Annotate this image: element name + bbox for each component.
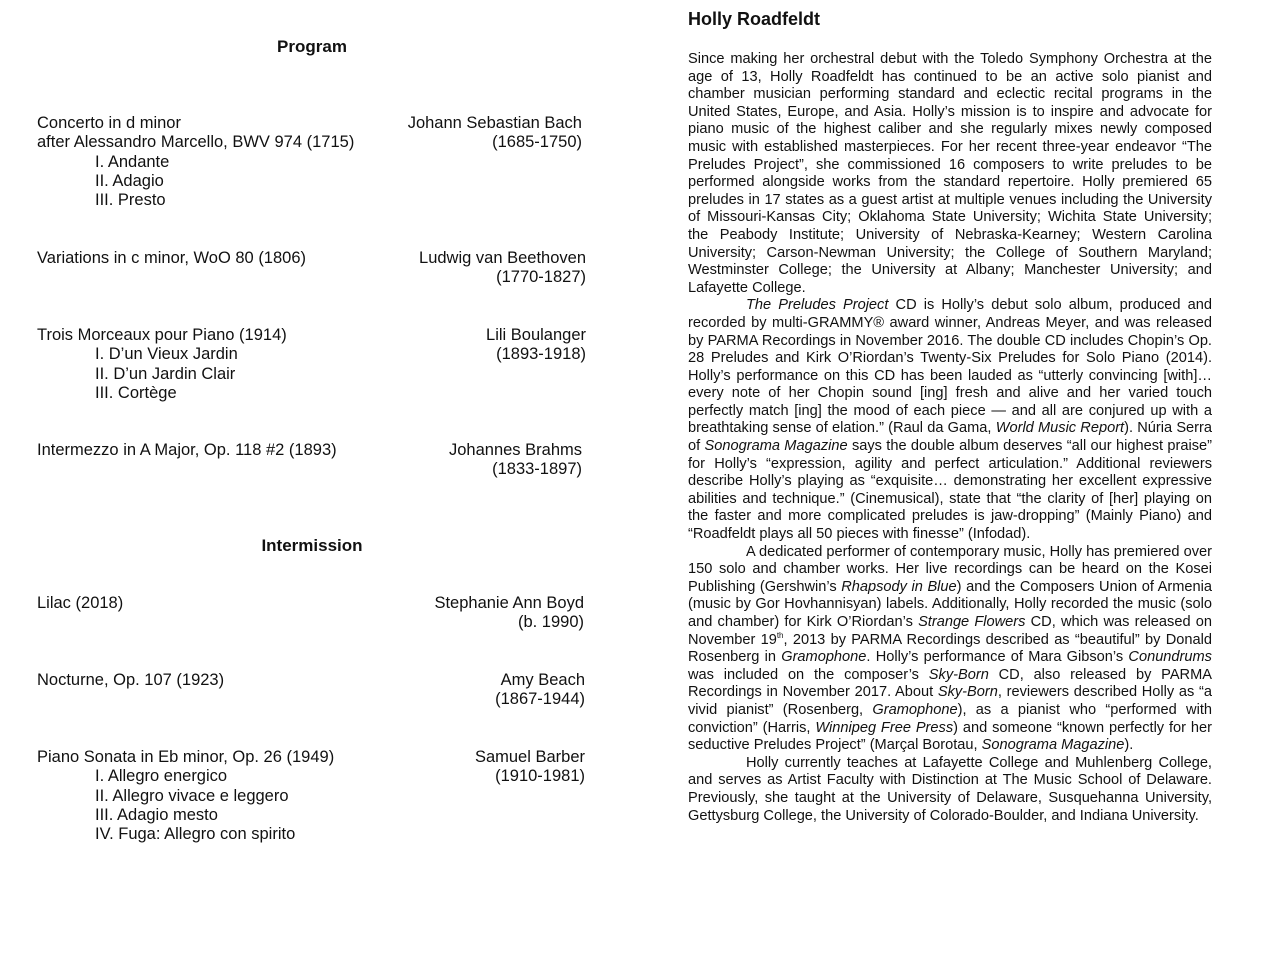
piece-title: Intermezzo in A Major, Op. 118 #2 (1893) xyxy=(37,441,337,459)
text-run: CD is Holly’s debut solo album, produced and recorded by multi-GRAMMY® award winner, Andreas Meyer, and was released by PARMA Recordings in November 2016. The double CD includes Chopin’s Op. 28 Preludes and Kirk O’Riordan’s Twenty-Six Preludes for Solo Piano (2014). Holly’s performance on this CD has been lauded as “utterly convincing [with]…every note of her Chopin sound [ing] fresh and alive and her varied touch perfectly match [ing] the mood of each piece — and all are conjured up with a breathtaking sense of elation.” (Raul da Gama, xyxy=(688,297,1212,437)
bio-paragraph xyxy=(688,544,1212,755)
composer-dates: (1770-1827) xyxy=(496,268,586,287)
bio-title: Holly Roadfeldt xyxy=(688,9,821,29)
composer-dates: (1867-1944) xyxy=(495,690,585,709)
piece-title: Nocturne, Op. 107 (1923) xyxy=(37,671,225,689)
superscript: th xyxy=(776,630,784,640)
composer-name: Lili Boulanger xyxy=(486,326,586,344)
text-run: , reviewers described Holly as “a vivid pianist” (Rosenberg, xyxy=(688,684,1212,718)
piece-title: Concerto in d minor xyxy=(37,114,181,132)
program-piece xyxy=(37,441,597,479)
piece-subtitle: after Alessandro Marcello, BWV 974 (1715) xyxy=(37,133,355,152)
composer-credit xyxy=(495,671,585,710)
bio-paragraph: Since making her orchestral debut with the Toledo Symphony Orchestra at the age of 13, Holly Roadfeldt has continued to be an active solo pianist and chamber musician performing standard and eclectic recital programs in the United States, Europe, and Asia. Holly’s mission is to inspire and advocate for piano music of the highest caliber and she regularly mixes newly composed music with established masterpieces. For her recent three-year endeavor “The Preludes Project”, she commissioned 16 composers to write preludes to be performed alongside works from the standard repertoire. Holly premiered 65 preludes in 17 states as a guest artist at multiple venues including the University of Missouri-Kansas City; Oklahoma State University; Wichita State University; the Peabody Institute; University of Nebraska-Kearney; Western Carolina University; Carson-Newman University; the College of Southern Maryland; Westminster College; the University at Albany; Manchester University; and Lafayette College. xyxy=(688,51,1212,296)
movement: III. Cortège xyxy=(95,383,177,402)
text-run: says the double album deserves “all our highest praise” for Holly’s “expression, agility and perfect articulation.” Additional reviewers describe Holly’s playing as “exquisite… demonstrating her excellent expressive abilities and technique.” (Cinemusical), state that “the clarity of [her] playing on the faster and more complicated preludes is jaw-dropping” (Mainly Piano) and “Roadfeldt plays all 50 pieces with finesse” (Infodad). xyxy=(688,438,1212,543)
movement: II. Allegro vivace e leggero xyxy=(95,786,289,805)
program-piece xyxy=(37,594,597,632)
composer-credit xyxy=(434,594,584,633)
composer-credit xyxy=(419,249,586,288)
italic-title: Gramophone xyxy=(872,701,958,718)
text-run: ) and someone “known perfectly for her seductive Preludes Project” (Marçal Borotau, xyxy=(688,719,1212,754)
piece-title: Variations in c minor, WoO 80 (1806) xyxy=(37,249,307,267)
program-piece xyxy=(37,249,597,287)
composer-name: Ludwig van Beethoven xyxy=(419,249,586,267)
movement: II. Adagio xyxy=(95,171,164,190)
composer-dates: (1910-1981) xyxy=(495,767,585,786)
text-run: , 2013 by PARMA Recordings described as “beautiful” by Donald Rosenberg in xyxy=(688,631,1212,666)
composer-dates: (1685-1750) xyxy=(492,133,582,152)
composer-name: Johann Sebastian Bach xyxy=(407,114,582,132)
text-run: was included on the composer’s xyxy=(688,666,929,683)
program-piece xyxy=(37,114,597,210)
italic-title: World Music Report xyxy=(995,420,1125,437)
text-run: ). Núria Serra of xyxy=(688,420,1213,455)
movement: I. Allegro energico xyxy=(95,767,228,786)
text-run: ), as a pianist who “performed with conviction” (Harris, xyxy=(688,701,1212,736)
program-heading: Program xyxy=(277,37,347,56)
text-run: A dedicated performer of contemporary music, Holly has premiered over 150 solo and chamber works. Her live recordings can be heard on the Kosei Publishing (Gershwin’s xyxy=(688,543,1212,595)
composer-name: Samuel Barber xyxy=(474,748,585,766)
movement: III. Presto xyxy=(95,191,166,210)
bio-paragraph: Holly currently teaches at Lafayette College and Muhlenberg College, and serves as Artist Faculty with Distinction at The Music School of Delaware. Previously, she taught at the University of Delaware, Susquehanna University, Gettysburg College, the University of Colorado-Boulder, and Indiana University. xyxy=(688,754,1212,824)
piece-title: Lilac (2018) xyxy=(37,594,124,612)
text-run: ) and the Composers Union of Armenia (music by Gor Hovhannisyan) labels. Additionally, Holly recorded the music (solo and chamber) for Kirk O’Riordan’s xyxy=(688,578,1212,630)
movement: II. D’un Jardin Clair xyxy=(95,364,236,383)
program-piece xyxy=(37,748,597,844)
composer-credit xyxy=(408,114,582,153)
composer-name: Johannes Brahms xyxy=(449,441,582,459)
piece-title: Piano Sonata in Eb minor, Op. 26 (1949) xyxy=(37,748,335,766)
composer-dates: (1833-1897) xyxy=(492,460,582,479)
intermission-heading: Intermission xyxy=(261,536,363,555)
text-run: CD, also released by PARMA Recordings in November 2017. About xyxy=(688,666,1212,701)
italic-title: Winnipeg Free Press xyxy=(815,719,954,736)
movement: I. Andante xyxy=(95,152,170,171)
composer-dates: (1893-1918) xyxy=(496,345,586,364)
piece-title: Trois Morceaux pour Piano (1914) xyxy=(37,326,287,344)
italic-title: Sonograma Magazine xyxy=(981,737,1125,754)
program-piece xyxy=(37,671,597,709)
italic-title: Sky-Born xyxy=(928,666,989,683)
composer-credit xyxy=(475,748,585,787)
text-run: ). xyxy=(1124,737,1134,754)
text-run: CD, which was released on November 19 xyxy=(688,614,1212,648)
bio-column xyxy=(688,8,1212,825)
program-piece xyxy=(37,326,597,403)
movement: III. Adagio mesto xyxy=(95,805,218,824)
italic-title: Sky-Born xyxy=(937,684,998,701)
italic-title: Conundrums xyxy=(1128,649,1212,666)
italic-title: Gramophone xyxy=(781,649,867,666)
composer-name: Amy Beach xyxy=(500,671,585,689)
movement: I. D’un Vieux Jardin xyxy=(95,345,238,364)
composer-credit xyxy=(486,326,586,365)
text-run: . Holly’s performance of Mara Gibson’s xyxy=(866,649,1129,666)
italic-title: Strange Flowers xyxy=(918,614,1026,630)
movement: IV. Fuga: Allegro con spirito xyxy=(95,825,296,844)
italic-title: Sonograma Magazine xyxy=(704,438,848,455)
italic-title: Rhapsody in Blue xyxy=(841,578,957,595)
composer-dates: (b. 1990) xyxy=(517,613,584,632)
composer-name: Stephanie Ann Boyd xyxy=(434,594,584,612)
composer-credit xyxy=(449,441,582,480)
italic-title: The Preludes Project xyxy=(746,297,889,314)
bio-paragraph xyxy=(688,297,1212,543)
